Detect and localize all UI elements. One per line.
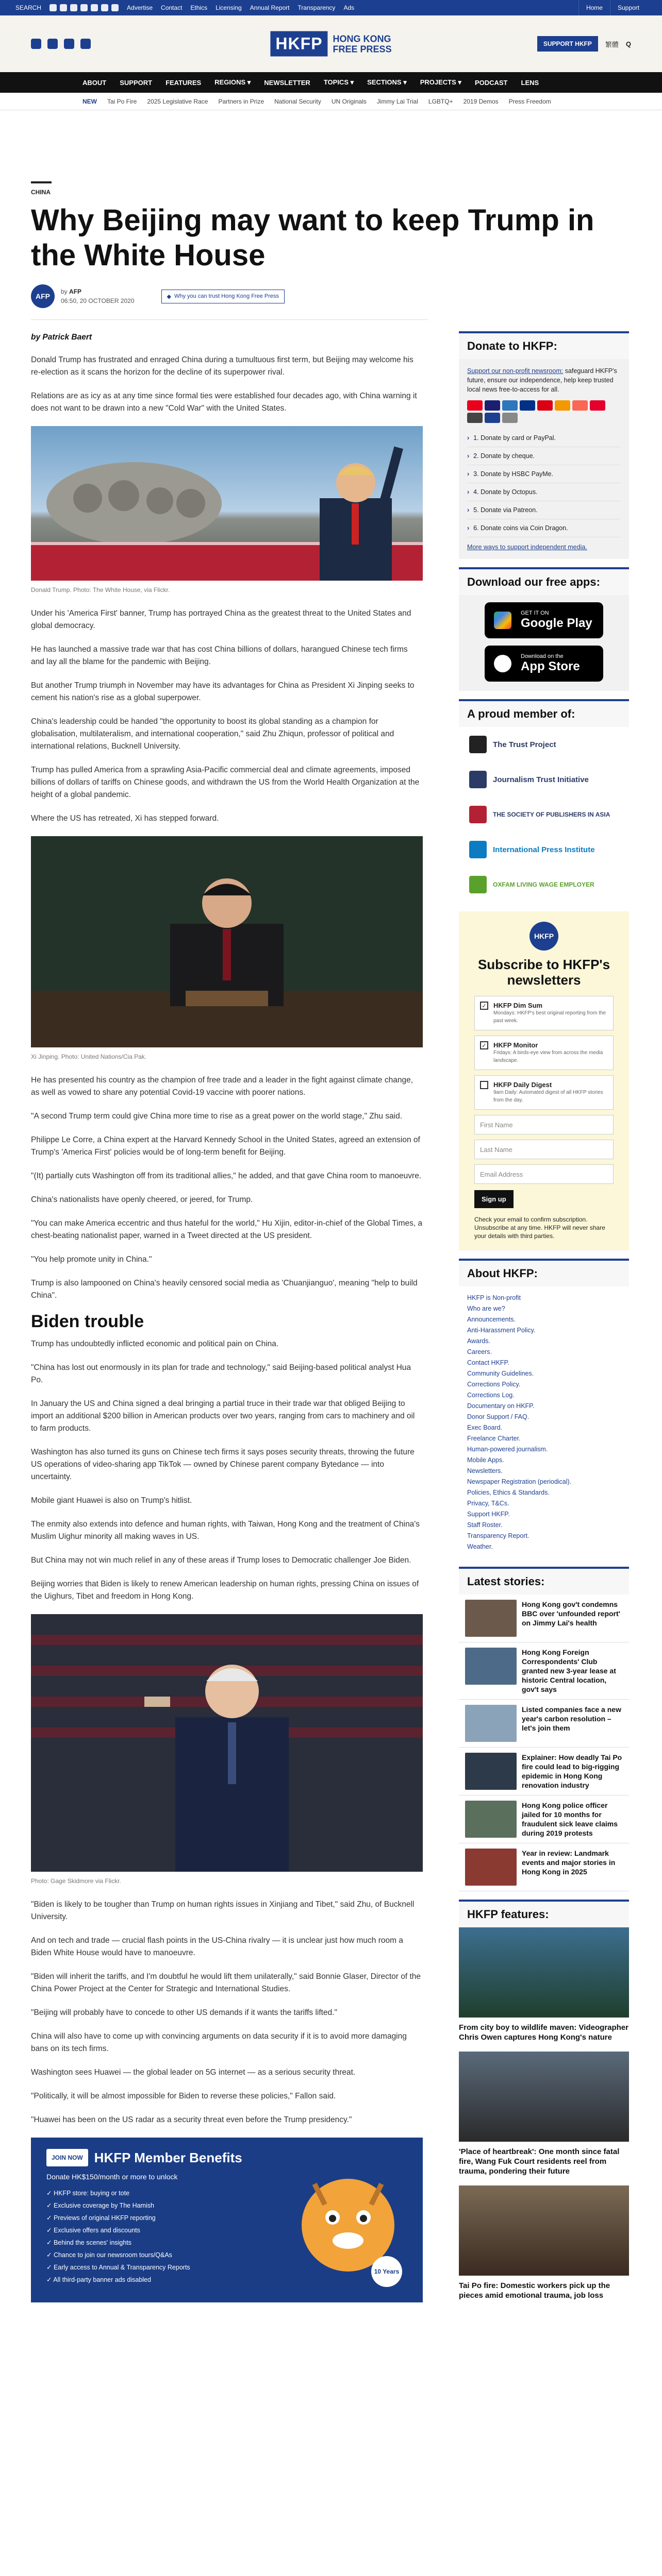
- byline: AFP by AFP 06:50, 20 OCTOBER 2020 ◆ Why you can trust Hong Kong Free Press: [31, 284, 631, 308]
- logo-mark: HKFP: [270, 31, 327, 57]
- story-thumbnail: [465, 1753, 517, 1790]
- paragraph: "Biden is likely to be tougher than Trump on human rights issues in Xinjiang and Tibet," said Zhu, of Bucknell University.: [31, 1900, 415, 1921]
- ethics-link[interactable]: Ethics: [190, 4, 208, 11]
- nav-projects[interactable]: PROJECTS ▾: [420, 78, 461, 86]
- about-link[interactable]: Donor Support / FAQ.: [467, 1413, 529, 1420]
- about-link[interactable]: Careers.: [467, 1348, 492, 1355]
- category-rule: [31, 181, 52, 183]
- paragraph: Under his 'America First' banner, Trump has portrayed China as the greatest threat to the United States and global democracy.: [31, 609, 411, 630]
- paragraph: "Huawei has been on the US radar as a security threat even before the Trump presidency.": [31, 2115, 352, 2124]
- newsletter-option[interactable]: HKFP Daily Digest 9am Daily: Automated digest of all HKFP stories from the day.: [474, 1075, 614, 1110]
- photo-caption: Donald Trump. Photo: The White House, via Flickr.: [31, 586, 170, 594]
- latest-story[interactable]: Hong Kong gov't condemns BBC over 'unfounded report' on Jimmy Lai's health: [459, 1595, 629, 1642]
- home-link[interactable]: Home: [578, 0, 610, 15]
- payment-icons: [467, 400, 621, 423]
- author-avatar[interactable]: AFP: [31, 284, 55, 308]
- story-thumbnail: [465, 1705, 517, 1742]
- benefit-list: [46, 2187, 190, 2286]
- benefit-item: ✓ Early access to Annual & Transparency Reports: [46, 2264, 190, 2271]
- trending-item[interactable]: LGBTQ+: [428, 97, 453, 105]
- about-link[interactable]: Weather.: [467, 1543, 493, 1550]
- divider: [31, 319, 428, 320]
- paragraph: "A second Trump term could give China more time to rise as a great power on the world stage," Zhu said.: [31, 1112, 403, 1121]
- donate-link[interactable]: Support our non-profit newsroom:: [467, 367, 564, 375]
- trending-item[interactable]: National Security: [274, 97, 321, 105]
- photo-caption: Xi Jinping. Photo: United Nations/Cia Pak.: [31, 1053, 147, 1060]
- language-toggle[interactable]: 繁體: [605, 40, 619, 48]
- cheque-icon: [467, 413, 483, 423]
- trending-item[interactable]: Tai Po Fire: [107, 97, 137, 105]
- oxfam-icon: [469, 876, 487, 893]
- about-link[interactable]: Newspaper Registration (periodical).: [467, 1478, 572, 1485]
- anniversary-badge: 10 Years: [374, 2268, 400, 2275]
- about-link[interactable]: Freelance Charter.: [467, 1435, 521, 1442]
- paragraph: Washington sees Huawei — the global leader on 5G internet — as a serious security threat.: [31, 2068, 356, 2077]
- main-nav: [0, 72, 662, 93]
- masthead-social: [31, 39, 91, 49]
- newsletter-logo: HKFP: [529, 922, 558, 951]
- story-thumbnail: [465, 1648, 517, 1685]
- trending-item[interactable]: Press Freedom: [508, 97, 551, 105]
- youtube-icon[interactable]: [80, 39, 91, 49]
- about-link[interactable]: Policies, Ethics & Standards.: [467, 1489, 550, 1496]
- site-logo[interactable]: [270, 31, 391, 57]
- about-link[interactable]: Corrections Policy.: [467, 1381, 521, 1388]
- facebook-icon[interactable]: [31, 39, 41, 49]
- member-logo[interactable]: Journalism Trust Initiative: [459, 762, 629, 797]
- newsletter-option[interactable]: ✓ HKFP Monitor Fridays: A birds-eye view from across the media landscape.: [474, 1036, 614, 1070]
- article-body: [31, 331, 423, 2310]
- features-box: [459, 1900, 629, 2310]
- twitter-icon[interactable]: [47, 39, 58, 49]
- benefit-item: ✓ HKFP store: buying or tote: [46, 2190, 130, 2197]
- latest-title: Latest stories:: [459, 1569, 629, 1595]
- checkbox[interactable]: [480, 1081, 488, 1089]
- top-utility-bar: [0, 0, 662, 15]
- about-box: [459, 1259, 629, 1558]
- member-logo[interactable]: THE SOCIETY OF PUBLISHERS IN ASIA: [459, 797, 629, 832]
- paragraph: "You help promote unity in China.": [31, 1255, 152, 1264]
- coin-icon: [502, 413, 518, 423]
- rss-icon[interactable]: [111, 4, 119, 11]
- trending-item[interactable]: UN Originals: [331, 97, 367, 105]
- latest-story[interactable]: Hong Kong police officer jailed for 10 months for fraudulent sick leave claims during 2019 protests: [459, 1795, 629, 1843]
- linkedin-icon[interactable]: [91, 4, 98, 11]
- story-thumbnail: [465, 1600, 517, 1637]
- trending-label: NEW: [82, 97, 97, 105]
- trust-link[interactable]: ◆ Why you can trust Hong Kong Free Press: [161, 290, 285, 303]
- paragraph: China will also have to come up with convincing arguments on data security if it is to avoid more damaging bans on its tech firms.: [31, 2032, 407, 2053]
- author-name[interactable]: AFP: [69, 288, 82, 295]
- paragraph: The enmity also extends into defence and human rights, with Taiwan, Hong Kong and the treatment of China's Muslim Uighur minority all making waves in US.: [31, 1520, 420, 1541]
- nav-regions[interactable]: REGIONS ▾: [214, 78, 251, 86]
- trump-photo: [31, 426, 423, 581]
- paragraph: Donald Trump has frustrated and enraged China during a tumultuous first term, but Beijing may welcome his re-election as it scans the horizon for the decline of its superpower rival.: [31, 355, 413, 377]
- latest-story[interactable]: Hong Kong Foreign Correspondents' Club granted new 3-year lease at historic Central location, gov't says: [459, 1642, 629, 1700]
- article-category[interactable]: CHINA: [31, 189, 51, 196]
- visa-icon: [485, 400, 500, 411]
- paragraph: But China may not win much relief in any of these areas if Trump loses to Democratic challenger Joe Biden.: [31, 1556, 411, 1565]
- about-link[interactable]: Exec Board.: [467, 1424, 503, 1431]
- contact-link[interactable]: Contact: [161, 4, 183, 11]
- ipi-icon: [469, 841, 487, 858]
- xi-photo-art: [31, 836, 423, 1047]
- paragraph: Philippe Le Corre, a China expert at the Harvard Kennedy School in the United States, agreed an extension of Trump's 'America First' policies would be of long-term benefit for Beijing.: [31, 1136, 420, 1157]
- sidebar: [459, 331, 629, 2310]
- paragraph: He has presented his country as the champion of free trade and a leader in the fight against climate change, as well as vowed to share any potential Covid-19 vaccine with poorer nations.: [31, 1076, 413, 1097]
- latest-story[interactable]: Listed companies face a new year's carbon resolution – let's join them: [459, 1700, 629, 1748]
- paragraph: Trump has pulled America from a sprawling Asia-Pacific commercial deal and climate agreements, imposed billions of dollars of tariffs on Chinese goods, and withdrawn the US from the World Health Organization at the height of a global pandemic.: [31, 766, 420, 799]
- article-author-line: by Patrick Baert: [31, 333, 92, 342]
- paragraph: China's leadership could be handed "the opportunity to boost its global standing as a champion for globalisation, multilateralism, and international cooperation," said Zhu Zhiqun, professor of political and international relations, Bucknell University.: [31, 717, 394, 751]
- feature-thumbnail: [459, 2185, 629, 2276]
- xi-photo: [31, 836, 423, 1047]
- paragraph: Beijing worries that Biden is likely to renew American leadership on human rights, pressing China on issues of the Uighurs, Tibet and freedom in Hong Kong.: [31, 1580, 419, 1601]
- photo-caption: Photo: Gage Skidmore via Flickr.: [31, 1877, 121, 1885]
- shield-icon: ◆: [167, 293, 171, 300]
- ads-link[interactable]: Ads: [343, 4, 355, 11]
- member-box: [459, 699, 629, 902]
- paragraph: "Beijing will probably have to concede to other US demands if it wants the tariffs lifted.": [31, 2008, 338, 2017]
- about-link[interactable]: Corrections Log.: [467, 1392, 515, 1399]
- about-link[interactable]: Mobile Apps.: [467, 1456, 504, 1464]
- apple-icon: [494, 655, 511, 672]
- trump-photo-art: [31, 426, 423, 581]
- paragraph: "China has lost out enormously in its plan for trade and technology," said Beijing-based political analyst Hua Po.: [31, 1363, 411, 1384]
- paragraph: China's nationalists have openly cheered, or jeered, for Trump.: [31, 1195, 253, 1204]
- donate-option[interactable]: › 5. Donate via Patreon.: [467, 501, 621, 519]
- features-title: HKFP features:: [459, 1902, 629, 1927]
- article-title: Why Beijing may want to keep Trump in the White House: [31, 204, 594, 272]
- transparency-link[interactable]: Transparency: [297, 4, 336, 11]
- patreon-icon: [572, 400, 588, 411]
- paragraph: Relations are as icy as at any time since formal ties were established four decades ago, with China warning it does not want to be drawn into a new "Cold War" with the United States.: [31, 392, 417, 413]
- newsletter-title: Subscribe to HKFP's newsletters: [477, 957, 610, 988]
- google-play-icon: [494, 612, 511, 629]
- nav-podcast[interactable]: PODCAST: [474, 78, 508, 87]
- about-link[interactable]: Human-powered journalism.: [467, 1446, 548, 1453]
- google-play-button[interactable]: GET IT ON Google Play: [485, 602, 603, 638]
- last-name-field[interactable]: Last Name: [474, 1140, 614, 1159]
- about-links: [459, 1286, 629, 1558]
- licensing-link[interactable]: Licensing: [216, 4, 242, 11]
- app-store-button[interactable]: Download on the App Store: [485, 646, 603, 682]
- search-link[interactable]: SEARCH: [15, 4, 42, 11]
- paragraph: Mobile giant Huawei is also on Trump's hitlist.: [31, 1496, 192, 1505]
- paragraph: In January the US and China signed a deal bringing a partial truce in their trade war that obliged Beijing to import an additional $200 billion in American products over two years, ranging from cars to machinery and oil to farm products.: [31, 1399, 415, 1433]
- support-hkfp-button[interactable]: SUPPORT HKFP: [537, 36, 598, 52]
- paragraph: Trump is also lampooned on China's heavily censored social media as 'Chuanjianguo', meaning "help to build China".: [31, 1279, 418, 1300]
- bank-icon: [485, 413, 500, 423]
- about-link[interactable]: Documentary on HKFP.: [467, 1402, 535, 1410]
- instagram-icon[interactable]: [70, 4, 77, 11]
- amex-icon: [502, 400, 518, 411]
- nav-features[interactable]: FEATURES: [166, 78, 202, 87]
- paragraph: He has launched a massive trade war that has cost China billions of dollars, harangued Chinese tech firms and lay all the blame for the pandemic with Beijing.: [31, 645, 408, 666]
- nav-topics[interactable]: TOPICS ▾: [323, 78, 354, 86]
- paragraph: "Politically, it will be almost impossible for Biden to reverse these policies," Fallon said.: [31, 2092, 336, 2100]
- telegram-icon[interactable]: [101, 4, 108, 11]
- checkbox[interactable]: ✓: [480, 1002, 488, 1010]
- more-ways-link[interactable]: More ways to support independent media.: [467, 544, 587, 551]
- donate-options: [467, 429, 621, 537]
- benefit-item: ✓ All third-party banner ads disabled: [46, 2276, 151, 2283]
- paragraph: "(It) partially cuts Washington off from its traditional allies," he added, and that gave China room to manoeuvre.: [31, 1172, 422, 1180]
- nav-sections[interactable]: SECTIONS ▾: [367, 78, 407, 86]
- banner-title: HKFP Member Benefits: [94, 2150, 242, 2165]
- trust-project-icon: [469, 736, 487, 753]
- about-link[interactable]: HKFP is Non-profit: [467, 1294, 521, 1301]
- about-link[interactable]: Staff Roster.: [467, 1521, 503, 1529]
- apps-title: Download our free apps:: [459, 569, 629, 595]
- trending-item[interactable]: 2025 Legislative Race: [147, 97, 208, 105]
- feature-story[interactable]: 'Place of heartbreak': One month since fatal fire, Wang Fuk Court residents reel from trauma, pondering their future: [459, 2052, 629, 2185]
- annual-report-link[interactable]: Annual Report: [250, 4, 290, 11]
- join-now-button[interactable]: JOIN NOW: [46, 2149, 88, 2166]
- biden-photo-art: [31, 1614, 423, 1872]
- advertise-link[interactable]: Advertise: [127, 4, 153, 11]
- about-link[interactable]: Awards.: [467, 1337, 490, 1345]
- banner-subtitle: Donate HK$150/month or more to unlock: [46, 2173, 178, 2181]
- publish-date: 06:50, 20 OCTOBER 2020: [61, 297, 135, 304]
- paragraph: "Biden will inherit the tariffs, and I'm doubtful he would lift them unilaterally," said Bonnie Glaser, Director of the China Power Project at the Center for Strategic and International Studies.: [31, 1972, 421, 1993]
- about-link[interactable]: Newsletters.: [467, 1467, 503, 1475]
- sopa-icon: [469, 806, 487, 823]
- about-title: About HKFP:: [459, 1261, 629, 1286]
- benefit-item: ✓ Behind the scenes' insights: [46, 2239, 132, 2246]
- donate-option[interactable]: › 1. Donate by card or PayPal.: [467, 429, 621, 447]
- latest-box: [459, 1567, 629, 1891]
- story-thumbnail: [465, 1849, 517, 1886]
- paragraph: But another Trump triumph in November may have its advantages for China as President Xi Jinping seeks to cement his nation's rise as a global superpower.: [31, 681, 415, 702]
- section-heading: Biden trouble: [31, 1312, 144, 1331]
- benefit-item: ✓ Exclusive coverage by The Hamish: [46, 2202, 154, 2209]
- story-thumbnail: [465, 1801, 517, 1838]
- paypal-icon: [520, 400, 535, 411]
- facebook-icon[interactable]: [49, 4, 57, 11]
- support-link[interactable]: Support: [610, 0, 647, 15]
- paragraph: Trump has undoubtedly inflicted economic and political pain on China.: [31, 1340, 279, 1348]
- octopus-icon: [555, 400, 570, 411]
- search-icon[interactable]: Q: [625, 40, 631, 48]
- donate-option[interactable]: › 3. Donate by HSBC PayMe.: [467, 465, 621, 483]
- donate-option[interactable]: › 6. Donate coins via Coin Dragon.: [467, 519, 621, 537]
- trending-item[interactable]: Jimmy Lai Trial: [376, 97, 418, 105]
- about-link[interactable]: Contact HKFP.: [467, 1359, 509, 1366]
- member-logo[interactable]: The Trust Project: [459, 727, 629, 762]
- logo-text: HONG KONG FREE PRESS: [333, 33, 392, 54]
- feature-thumbnail: [459, 2052, 629, 2142]
- donate-option[interactable]: › 4. Donate by Octopus.: [467, 483, 621, 501]
- newsletter-footnote: Check your email to confirm subscription. Unsubscribe at any time. HKFP will never share your details with third parties.: [474, 1216, 605, 1240]
- nav-support[interactable]: SUPPORT: [120, 78, 153, 87]
- donate-box: Donate to HKFP: Support our non-profit newsroom: safeguard HKFP's future, ensure our independence, help keep trusted local news free-to-access for all. › 1. Donate by card or PayPal. › 2. Donate by cheque. › 3. Donate by HSBC PayMe. › 4. Donate by Octopus. › 5. Donate via Patreon. › 6. Donate coins via Coin Dragon. More ways to support independent media.: [459, 331, 629, 559]
- hsbc-icon: [537, 400, 553, 411]
- about-link[interactable]: Community Guidelines.: [467, 1370, 534, 1377]
- biden-photo: [31, 1614, 423, 1872]
- about-link[interactable]: Support HKFP.: [467, 1511, 510, 1518]
- instagram-icon[interactable]: [64, 39, 74, 49]
- social-icons: [49, 4, 119, 11]
- benefit-item: ✓ Previews of original HKFP reporting: [46, 2214, 156, 2222]
- member-title: A proud member of:: [459, 701, 629, 727]
- mastercard-icon: [467, 400, 483, 411]
- about-link[interactable]: Announcements.: [467, 1316, 516, 1323]
- checkbox[interactable]: ✓: [480, 1041, 488, 1049]
- paragraph: Washington has also turned its guns on Chinese tech firms it says poses security threats, throwing the future US operations of video-sharing app TikTok — owned by Chinese parent company Bytedance — into uncertainty.: [31, 1448, 415, 1481]
- feature-thumbnail: [459, 1927, 629, 2018]
- nav-about[interactable]: ABOUT: [82, 78, 107, 87]
- benefit-item: ✓ Chance to join our newsroom tours/Q&As: [46, 2251, 172, 2259]
- trending-item[interactable]: Partners in Prize: [218, 97, 264, 105]
- member-logo[interactable]: OXFAM LIVING WAGE EMPLOYER: [459, 867, 629, 902]
- trending-bar: [0, 93, 662, 110]
- latest-story[interactable]: Explainer: How deadly Tai Po fire could lead to big-rigging epidemic in Hong Kong renovation industry: [459, 1748, 629, 1795]
- payme-icon: [590, 400, 605, 411]
- jti-icon: [469, 771, 487, 788]
- newsletter-box: [459, 911, 629, 1250]
- donate-title: Donate to HKFP:: [459, 333, 629, 359]
- latest-story[interactable]: Year in review: Landmark events and major stories in Hong Kong in 2025: [459, 1843, 629, 1891]
- masthead: [0, 15, 662, 72]
- feature-story[interactable]: From city boy to wildlife maven: Videographer Chris Owen captures Hong Kong's nature: [459, 1927, 629, 2052]
- member-benefits-banner[interactable]: [31, 2138, 423, 2302]
- paragraph: And on tech and trade — crucial flash points in the US-China rivalry — it is unclear just how much room a Biden White House would have to manoeuvre.: [31, 1936, 403, 1957]
- newsletter-option[interactable]: ✓ HKFP Dim Sum Mondays: HKFP's best original reporting from the past week.: [474, 996, 614, 1030]
- paragraph: Where the US has retreated, Xi has stepped forward.: [31, 814, 219, 823]
- member-logo[interactable]: International Press Institute: [459, 832, 629, 867]
- email-field[interactable]: Email Address: [474, 1164, 614, 1184]
- about-link[interactable]: Transparency Report.: [467, 1532, 529, 1539]
- sign-up-button[interactable]: Sign up: [474, 1190, 514, 1208]
- paragraph: "You can make America eccentric and thus hateful for the world," Hu Xijin, editor-in-chief of the Global Times, a chest-beating nationalist paper, warned in a Tweet directed at the US president.: [31, 1219, 423, 1240]
- trending-item[interactable]: 2019 Demos: [463, 97, 499, 105]
- about-link[interactable]: Anti-Harassment Policy.: [467, 1327, 536, 1334]
- youtube-icon[interactable]: [80, 4, 88, 11]
- benefit-item: ✓ Exclusive offers and discounts: [46, 2227, 140, 2234]
- apps-box: [459, 567, 629, 691]
- twitter-icon[interactable]: [60, 4, 67, 11]
- nav-newsletter[interactable]: NEWSLETTER: [264, 78, 310, 87]
- feature-story[interactable]: Tai Po fire: Domestic workers pick up the pieces amid emotional trauma, job loss: [459, 2185, 629, 2310]
- donate-option[interactable]: › 2. Donate by cheque.: [467, 447, 621, 465]
- about-link[interactable]: Who are we?: [467, 1305, 505, 1312]
- about-link[interactable]: Privacy, T&Cs.: [467, 1500, 509, 1507]
- nav-lens[interactable]: LENS: [521, 78, 539, 87]
- first-name-field[interactable]: First Name: [474, 1115, 614, 1134]
